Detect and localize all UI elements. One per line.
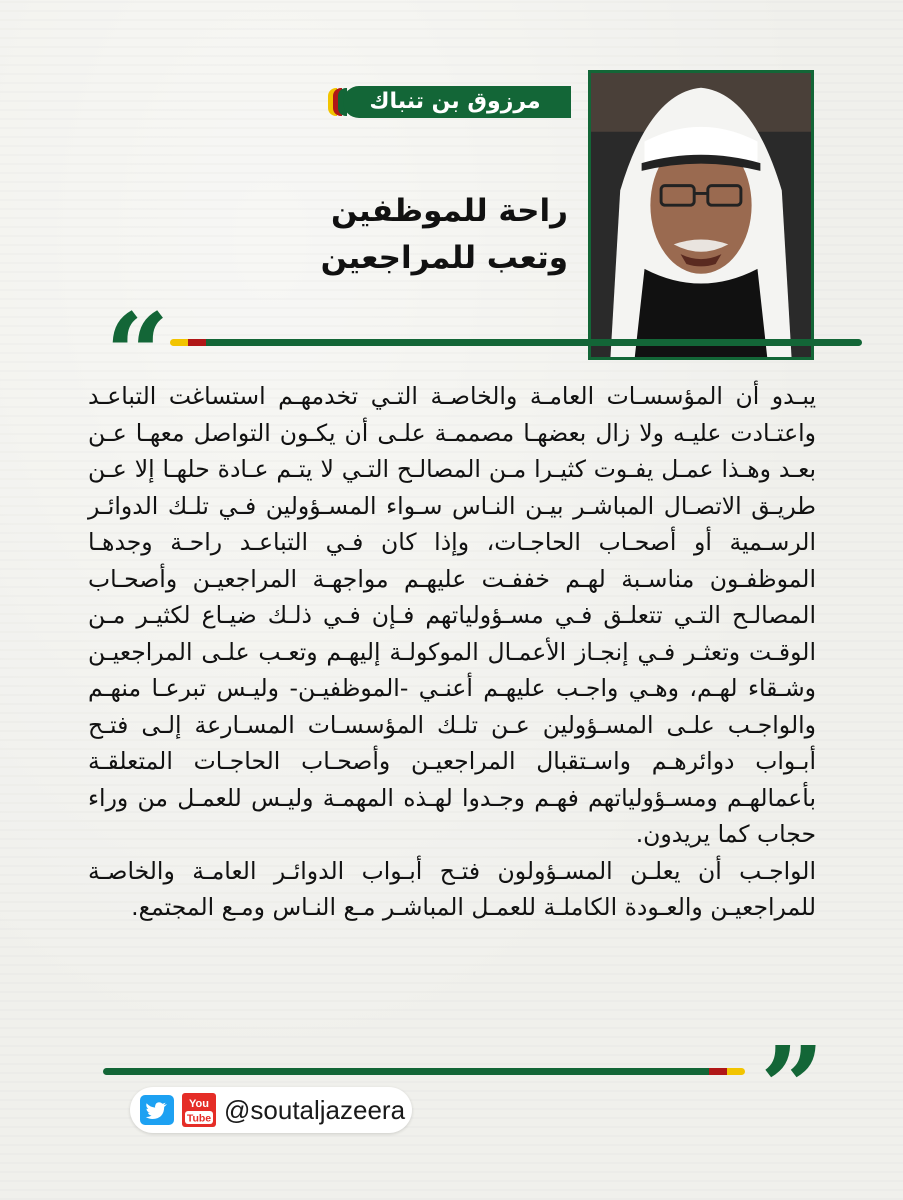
divider-green: [206, 339, 862, 346]
youtube-text-tube: Tube: [186, 1112, 212, 1125]
author-photo: [588, 70, 814, 360]
author-name-tag: [328, 86, 571, 118]
close-quote-icon: ”: [760, 1023, 825, 1154]
twitter-icon[interactable]: [140, 1095, 174, 1125]
social-handle-badge[interactable]: [130, 1087, 412, 1133]
youtube-icon[interactable]: [182, 1093, 216, 1127]
article-body: [88, 378, 816, 926]
divider-red: [188, 339, 206, 346]
title-line-1: راحة للموظفين: [331, 193, 568, 229]
title-line-2: وتعب للمراجعين: [320, 240, 568, 276]
author-name: مرزوق بن تنباك: [343, 86, 571, 118]
divider-yellow: [170, 339, 188, 346]
divider-green: [103, 1068, 709, 1075]
article-title: [308, 188, 568, 282]
divider-red: [709, 1068, 727, 1075]
top-divider: [170, 339, 862, 346]
open-quote-icon: “: [105, 290, 170, 421]
youtube-text-you: You: [189, 1098, 209, 1110]
author-portrait-illustration: [591, 73, 811, 357]
article-paragraph-2: الواجـب أن يعلـن المسـؤولون فتـح أبـواب الدوائـر العامـة والخاصـة للمراجعيـن والعـودة الكاملـة للعمـل المباشـر مـع النـاس ومـع المجتمع.: [88, 856, 816, 921]
divider-yellow: [727, 1068, 745, 1075]
article-paragraph-1: يبـدو أن المؤسسـات العامـة والخاصـة التـي تخدمهـم استساغت التباعـد واعتـادت عليـه ولا زال بعضهـا مصممـة علـى أن يكـون التواصل معهـا عـن بعـد وهـذا عمـل يفـوت كثيـرا مـن المصالـح التـي لا يتـم عـادة حلهـا إلا عـن طريـق الاتصـال المباشـر بيـن النـاس سـواء المسـؤولين فـي تلـك الدوائـر الرسـمية أو أصحـاب الحاجـات، وإذا كان فـي التباعـد راحـة وجدهـا الموظفـون مناسـبة لهـم خففـت عليهـم مواجهـة المراجعيـن وأصحـاب المصالـح التـي تتعلـق فـي مسـؤولياتهم فـإن فـي ذلـك ضيـاع لكثيـر مـن الوقـت وتعثـر فـي إنجـاز الأعمـال الموكولـة إليهـم وتعـب علـى المراجعيـن وشـقاء لهـم، وهـي واجـب عليهـم أعنـي -الموظفيـن- وليـس تبرعـا منهـم والواجـب علـى المسـؤولين عـن تلـك المؤسسـات المسـارعة إلـى فتـح أبـواب دوائرهـم واسـتقبال المراجعيـن وأصحـاب الحاجـات المتعلقـة بأعمالهـم ومسـؤولياتهم فهـم وجـدوا لهـذه المهمـة وليـس للعمـل من وراء حجاب كما يريدون.: [88, 382, 816, 848]
bottom-divider: [103, 1068, 745, 1075]
social-handle-text[interactable]: @soutaljazeera: [224, 1094, 406, 1125]
